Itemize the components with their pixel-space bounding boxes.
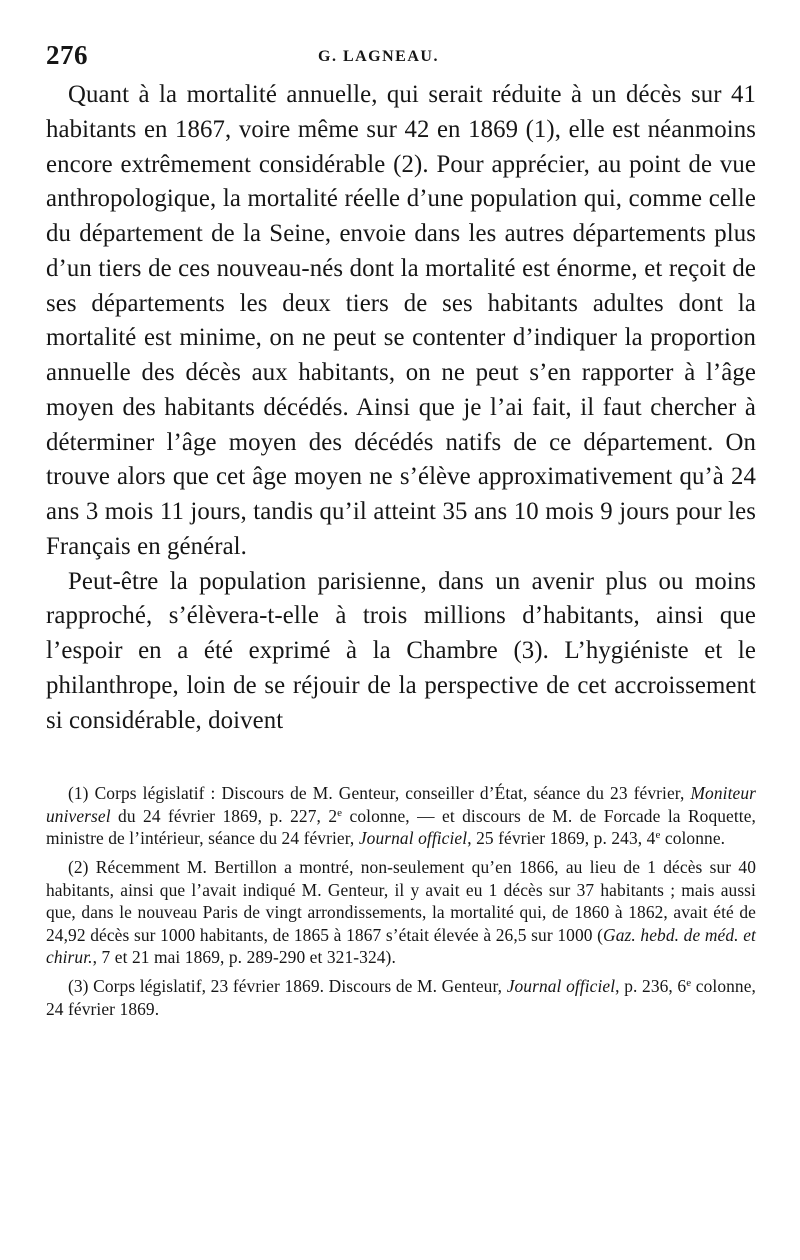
footnote-2 — [46, 856, 756, 969]
page-number: 276 — [46, 40, 88, 70]
footnote-3-text: (3) Corps législatif, 23 février 1869. Discours de M. Genteur, — [68, 976, 507, 996]
footnote-3-text: colonne, 24 février 1869. — [46, 976, 756, 1019]
footnote-2-text: (2) Récemment M. Bertillon a montré, non-seulement qu’en 1866, au lieu de 1 décès sur 40 habitants, ainsi que l’avait indiqué M. Genteur, il y avait eu 1 décès sur 37 habitants ; mais aussi que, dans le nouveau Paris de vingt arrondissements, la mortalité qui, de 1860 à 1862, avait été de 24,92 décès sur 1000 habitants, de 1865 à 1867 s’était élevée à 26,5 sur 1000 ( — [46, 857, 756, 945]
footnote-1-superscript: e — [337, 806, 343, 819]
footnote-2-italic-gazette: Gaz. hebd. de méd. et chirur. — [46, 924, 756, 968]
footnote-1-italic-journal: Journal officiel — [358, 828, 468, 849]
footnote-3-italic-journal: Journal officiel — [506, 976, 616, 996]
footnote-3-text: , p. 236, 6 — [615, 976, 687, 996]
running-head: G. LAGNEAU. — [318, 48, 439, 65]
footnotes — [46, 782, 756, 1020]
paragraph-population: Peut-être la population parisienne, dans un avenir plus ou moins rapproché, s’élèvera-t-elle à trois millions d’habitants, ainsi que l’espoir en a été exprimé à la Chambre (3). L’hygiéniste et le philanthrope, loin de se réjouir de la perspective de cet accroissement si considérable, doivent — [46, 567, 756, 734]
footnote-2-text: , 7 et 21 mai 1869, p. 289-290 et 321-324). — [92, 947, 396, 968]
paragraph-mortality: Quant à la mortalité annuelle, qui serait réduite à un décès sur 41 habitants en 1867, voire même sur 42 en 1869 (1), elle est néanmoins encore extrêmement considérable (2). Pour apprécier, au point de vue anthropologique, la mortalité réelle d’une population qui, comme celle du département de la Seine, envoie dans les autres départements plus d’un tiers de ces nouveau-nés dont la mortalité est énorme, et reçoit de ses départements les deux tiers de ses habitants adultes dont la mortalité est minime, on ne peut se contenter d’indiquer la proportion annuelle des décès aux habitants, on ne peut s’en rapporter à l’âge moyen des habitants décédés. Ainsi que je l’ai fait, il faut chercher à déterminer l’âge moyen des décédés natifs de ce département. On trouve alors que cet âge moyen ne s’élève approximativement qu’à 24 ans 3 mois 11 jours, tandis qu’il atteint 35 ans 10 mois 9 jours pour les Français en général. — [46, 81, 756, 560]
footnote-1-italic-moniteur: Moniteur universel — [46, 783, 756, 826]
footnote-3-superscript: e — [686, 977, 692, 989]
footnote-1-superscript: e — [655, 829, 661, 842]
footnote-1-text: (1) Corps législatif : Discours de M. Genteur, conseiller d’État, séance du 23 février, — [68, 783, 691, 804]
footnote-1-text: colonne, — et discours de M. de Forcade la Roquette, ministre de l’intérieur, séance du 24 février, — [46, 805, 756, 849]
footnote-1-text: colonne. — [660, 828, 726, 849]
body-text — [46, 78, 756, 738]
page-header — [46, 32, 756, 78]
footnote-1 — [46, 782, 756, 850]
footnote-1-text: du 24 février 1869, p. 227, 2 — [110, 805, 338, 826]
footnote-1-text: , 25 février 1869, p. 243, 4 — [467, 828, 656, 849]
footnote-3 — [46, 975, 756, 1020]
